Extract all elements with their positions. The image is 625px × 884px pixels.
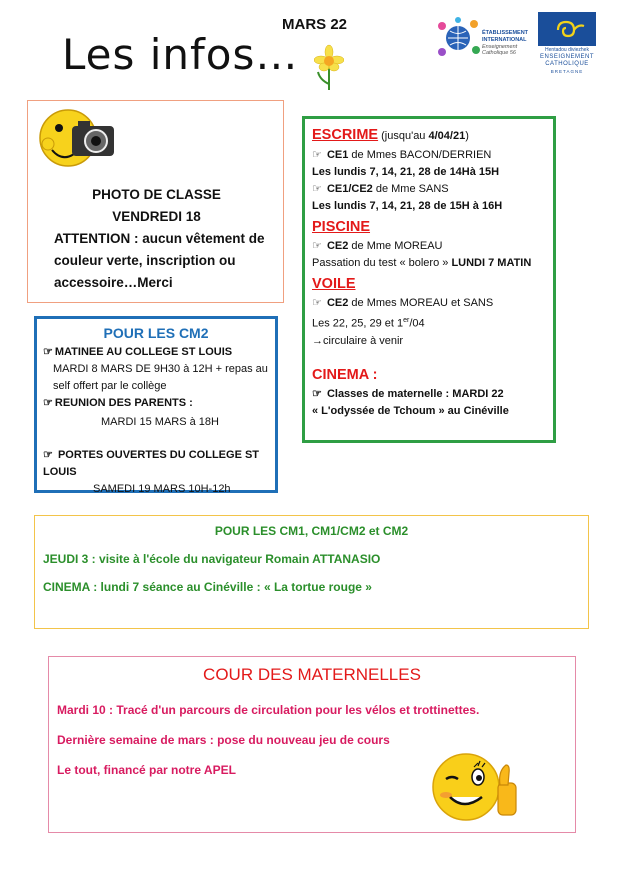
logo-etablissement-international — [436, 12, 528, 70]
cm1-title: POUR LES CM1, CM1/CM2 et CM2 — [214, 524, 409, 538]
esc2-schedule: Les lundis 7, 14, 21, 28 de 15H à 16H — [312, 200, 503, 212]
escrime-heading — [312, 126, 553, 145]
esc2-class: CE1/CE2 — [326, 183, 373, 195]
cm2-item2-head — [37, 395, 275, 412]
voi-teachers: de Mmes MOREAU et SANS — [348, 297, 494, 309]
escrime-title: ESCRIME — [312, 127, 379, 143]
escrime-group1 — [312, 147, 553, 164]
cm2-title: POUR LES CM2 — [103, 325, 209, 341]
activities-box — [302, 116, 556, 443]
maternelles-line1: Mardi 10 : Tracé d'un parcours de circulation pour les vélos et trottinettes. — [57, 703, 480, 717]
piscine-detail — [312, 255, 553, 272]
voi-class: CE2 — [326, 297, 349, 309]
cm2-item3-label: PORTES OUVERTES DU COLLEGE ST LOUIS — [43, 449, 260, 478]
cinema-line2: « L'odyssée de Tchoum » au Cinéville — [312, 404, 509, 417]
voile-dates — [312, 312, 553, 333]
photo-line4: couleur verte, inscription ou — [54, 253, 236, 268]
photo-title: PHOTO DE CLASSE — [92, 187, 221, 202]
photo-text — [30, 184, 283, 294]
piscine-group — [312, 238, 553, 255]
escrime-note-c: ) — [465, 130, 469, 142]
logo2-line3: CATHOLIQUE — [545, 61, 589, 67]
pointing-hand-icon: ☞ — [312, 149, 322, 161]
escrime-group2 — [312, 181, 553, 198]
voile-heading — [312, 275, 553, 293]
cm2-box — [34, 316, 278, 493]
smiley-thumbs-up-icon — [428, 745, 522, 827]
cm2-item3-line1: SAMEDI 19 MARS 10H-12h — [93, 483, 231, 495]
cm2-item3-head — [37, 447, 275, 481]
page-title: Les infos… — [62, 30, 299, 79]
voile-group — [312, 295, 553, 312]
logo1-line3: Enseignement Catholique 56 — [482, 44, 518, 56]
cm1-box — [34, 515, 589, 629]
logo2-line4: BRETAGNE — [550, 69, 584, 74]
maternelles-line2: Dernière semaine de mars : pose du nouveau jeu de cours — [57, 733, 390, 747]
logo2-line1: Hentadou diviezhek — [545, 47, 589, 53]
pointing-hand-icon: ☞ — [43, 346, 53, 358]
logo-enseignement-catholique — [538, 12, 596, 80]
cm2-item1-head — [37, 344, 275, 361]
photo-date: VENDREDI 18 — [112, 209, 201, 224]
smiley-camera-icon — [38, 104, 118, 174]
pointing-hand-icon: ☞ — [43, 449, 53, 461]
logo1-line1: ÉTABLISSEMENT — [482, 30, 529, 36]
escrime-note-b: 4/04/21 — [428, 130, 466, 142]
logo2-line2: ENSEIGNEMENT — [539, 54, 594, 60]
cm2-item1-line2: self offert par le collège — [53, 380, 167, 392]
pointing-hand-icon: ☞ — [43, 397, 53, 409]
cm2-item1-line1: MARDI 8 MARS DE 9H30 à 12H + repas au — [53, 363, 268, 375]
pis-class: CE2 — [326, 240, 349, 252]
voile-circulaire: →circulaire à venir — [312, 334, 404, 347]
logo2-banner — [538, 12, 596, 46]
cm2-item2-label: REUNION DES PARENTS : — [54, 397, 193, 409]
cm2-item1-label: MATINEE AU COLLEGE ST LOUIS — [54, 346, 233, 358]
daffodil-icon — [314, 44, 344, 90]
esc1-class: CE1 — [326, 149, 349, 161]
escrime-note-a: (jusqu'au — [378, 130, 429, 142]
maternelles-title: COUR DES MATERNELLES — [203, 665, 421, 684]
piscine-heading — [312, 218, 553, 236]
esc1-schedule: Les lundis 7, 14, 21, 28 de 14Hà 15H — [312, 166, 500, 178]
piscine-title: PISCINE — [312, 219, 371, 235]
voi-dates-b: /04 — [409, 317, 425, 330]
maternelles-line3: Le tout, financé par notre APEL — [57, 763, 236, 777]
pis-test: Passation du test « bolero » — [312, 257, 452, 269]
cinema-line1 — [312, 386, 553, 403]
voi-sup: er — [403, 317, 410, 324]
pointing-hand-icon: ☞ — [312, 240, 322, 252]
photo-line5: accessoire…Merci — [54, 275, 173, 290]
pis-date: LUNDI 7 MATIN — [451, 257, 532, 269]
cm2-item2-line1: MARDI 15 MARS à 18H — [101, 416, 219, 428]
issue-date: MARS 22 — [282, 16, 348, 33]
pointing-hand-icon: ☞ — [312, 387, 322, 400]
cinema-heading — [312, 366, 553, 384]
photo-attention: ATTENTION : aucun vêtement de — [54, 231, 265, 246]
pointing-hand-icon: ☞ — [312, 297, 322, 309]
voi-dates-a: Les 22, 25, 29 et 1 — [312, 317, 404, 330]
cin-classes: Classes de maternelle : MARDI 22 — [326, 387, 504, 400]
cinema-title: CINEMA : — [312, 366, 378, 383]
esc2-teacher: de Mme SANS — [372, 183, 449, 195]
pis-teacher: de Mme MOREAU — [348, 240, 443, 252]
cm1-line2: CINEMA : lundi 7 séance au Cinéville : « La tortue rouge » — [43, 580, 372, 594]
spiral-logo-icon — [538, 12, 596, 46]
globe-logo-icon — [436, 16, 480, 60]
logo1-line2: INTERNATIONAL — [482, 37, 527, 43]
pointing-hand-icon: ☞ — [312, 183, 322, 195]
voile-title: VOILE — [312, 276, 356, 292]
esc1-teacher: de Mmes BACON/DERRIEN — [348, 149, 492, 161]
cm1-line1: JEUDI 3 : visite à l'école du navigateur Romain ATTANASIO — [43, 552, 381, 566]
